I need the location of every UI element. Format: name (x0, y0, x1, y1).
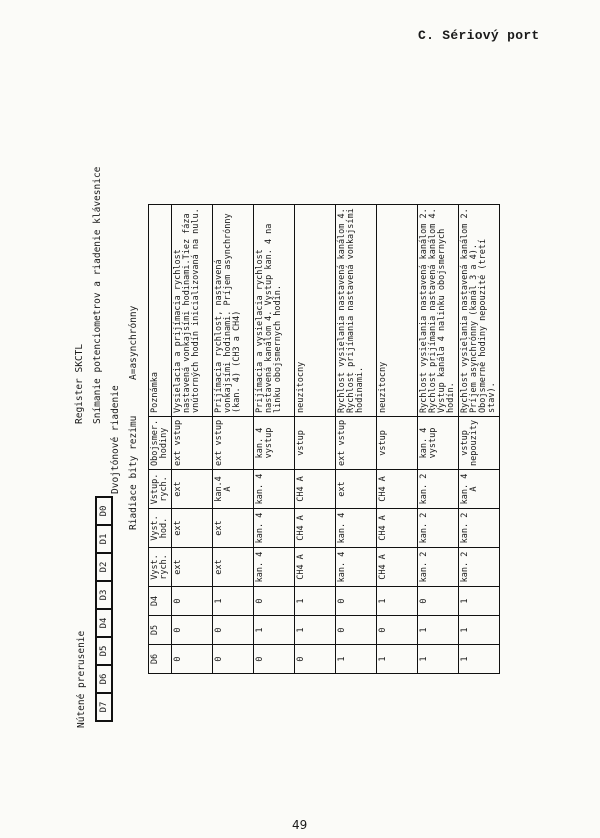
bit-header-cell: D5 (96, 637, 112, 665)
cell-note: Rychlost vysielania nastavená kanálom 2. Príjem asynchrónny (kanál 3 a 4). Obojsmerné hodiny nepouzité (tretí stav). (459, 204, 500, 416)
cell-d4: 1 (213, 587, 254, 616)
cell-d5: 0 (172, 616, 213, 645)
register-label: Register SKCTL (74, 343, 85, 424)
legend-a-label: A=asynchrónny (128, 305, 139, 380)
column-header: Vyst. rych. (149, 548, 172, 587)
cell-d5: 0 (377, 616, 418, 645)
cell-d5: 1 (418, 616, 459, 645)
cell-note: neuzitocny (377, 204, 418, 416)
cell-obojsmer: ext vstup (336, 416, 377, 469)
cell-vyst-rych: CH4 A (295, 548, 336, 587)
rotated-content (72, 130, 530, 730)
mode-bits-label: Riadiace bity rezimu (128, 415, 139, 530)
cell-obojsmer: vstup (377, 416, 418, 469)
cell-note: neuzitocny (295, 204, 336, 416)
cell-note: Vysielacia a prijímacia rychlost nastavená vonkajsími hodinami.Tiez fáza vnútorných hodín inicializovaná na nulu. (172, 204, 213, 416)
cell-vyst-hod: kan. 2 (418, 509, 459, 548)
cell-d6: 1 (459, 645, 500, 674)
cell-vyst-rych: kan. 4 (254, 548, 295, 587)
cell-d6: 1 (418, 645, 459, 674)
cell-obojsmer: ext vstup (213, 416, 254, 469)
cell-vstup-rych: ext (172, 470, 213, 509)
cell-d4: 1 (295, 587, 336, 616)
cell-d5: 0 (213, 616, 254, 645)
bit-header-cell: D6 (96, 665, 112, 693)
potentiometers-label: Snímanie potenciometrov a riadenie klávesnice (92, 166, 103, 424)
table-header-row (149, 204, 172, 673)
bit-header-cell: D2 (96, 553, 112, 581)
cell-d5: 1 (459, 616, 500, 645)
cell-vyst-hod: kan. 4 (254, 509, 295, 548)
bit-header-cell: D7 (96, 693, 112, 721)
cell-obojsmer: vstup (295, 416, 336, 469)
cell-vstup-rych: kan. 4 (254, 470, 295, 509)
cell-d6: 0 (213, 645, 254, 674)
column-header: D5 (149, 616, 172, 645)
table-row (377, 204, 418, 673)
bit-header-table (95, 496, 113, 722)
forced-interrupt-label: Nútené prerusenie (76, 630, 87, 728)
cell-obojsmer: ext vstup (172, 416, 213, 469)
table-row (459, 204, 500, 673)
column-header: Vstup. rych. (149, 470, 172, 509)
cell-vyst-rych: kan. 2 (418, 548, 459, 587)
cell-d6: 0 (254, 645, 295, 674)
cell-vyst-rych: CH4 A (377, 548, 418, 587)
cell-note: Rychlost vysielania nastavená kanálom 2. Rychlost prijímania nastavená kanálom 4. Vystup kanála 4 nalinku obojsmernych hodín. (418, 204, 459, 416)
cell-vyst-rych: kan. 4 (336, 548, 377, 587)
cell-d6: 1 (336, 645, 377, 674)
cell-d6: 1 (377, 645, 418, 674)
cell-d5: 1 (254, 616, 295, 645)
table-row (172, 204, 213, 673)
bit-header-row (96, 497, 112, 721)
cell-note: Prijímacia a vysielacia rychlost nastavená kanálom 4. Vystup kan. 4 na linku obojsmernych hodín. (254, 204, 295, 416)
cell-vyst-rych: ext (172, 548, 213, 587)
table-row (295, 204, 336, 673)
cell-vyst-hod: ext (213, 509, 254, 548)
cell-d4: 0 (336, 587, 377, 616)
cell-d4: 0 (254, 587, 295, 616)
cell-vyst-hod: kan. 2 (459, 509, 500, 548)
bit-header-cell: D1 (96, 525, 112, 553)
column-header: D6 (149, 645, 172, 674)
bit-header-cell: D3 (96, 581, 112, 609)
two-tone-label: Dvojtónové riadenie (110, 385, 121, 494)
cell-vyst-rych: kan. 2 (459, 548, 500, 587)
cell-vstup-rych: kan. 2 (418, 470, 459, 509)
cell-obojsmer: kan. 4 vystup (254, 416, 295, 469)
bit-header-cell: D0 (96, 497, 112, 525)
cell-note: Rychlost vysielania nastavená kanálom 4. Rychlost prijímania nastavená vonkajsími hodinami. (336, 204, 377, 416)
table-row (254, 204, 295, 673)
cell-vyst-hod: kan. 4 (336, 509, 377, 548)
cell-vstup-rych: CH4 A (377, 470, 418, 509)
cell-vstup-rych: CH4 A (295, 470, 336, 509)
cell-d4: 1 (377, 587, 418, 616)
cell-d4: 1 (459, 587, 500, 616)
cell-vyst-hod: ext (172, 509, 213, 548)
section-title: C. Sériový port (418, 28, 540, 43)
cell-d4: 0 (172, 587, 213, 616)
cell-d5: 0 (336, 616, 377, 645)
table-row (418, 204, 459, 673)
column-header: Vyst. hod. (149, 509, 172, 548)
column-header: Obojsmer. hodiny (149, 416, 172, 469)
column-header: Poznámka (149, 204, 172, 416)
cell-vstup-rych: kan. 4 A (459, 470, 500, 509)
cell-vstup-rych: ext (336, 470, 377, 509)
cell-vyst-hod: CH4 A (377, 509, 418, 548)
column-header: D4 (149, 587, 172, 616)
cell-d5: 1 (295, 616, 336, 645)
cell-vyst-hod: CH4 A (295, 509, 336, 548)
table-row (336, 204, 377, 673)
page-number: 49 (292, 818, 308, 832)
cell-d6: 0 (295, 645, 336, 674)
cell-obojsmer: vstup nepouzity (459, 416, 500, 469)
cell-d6: 0 (172, 645, 213, 674)
cell-d4: 0 (418, 587, 459, 616)
bit-header-cell: D4 (96, 609, 112, 637)
cell-vyst-rych: ext (213, 548, 254, 587)
cell-note: Prijímacia rychlost, nastavená vonkajsími hodinami. Príjem asynchrónny (kan. 4) (CH3 a CH4) (213, 204, 254, 416)
cell-obojsmer: kan. 4 vystup (418, 416, 459, 469)
mode-table (148, 204, 500, 674)
cell-vstup-rych: kan.4 A (213, 470, 254, 509)
table-row (213, 204, 254, 673)
